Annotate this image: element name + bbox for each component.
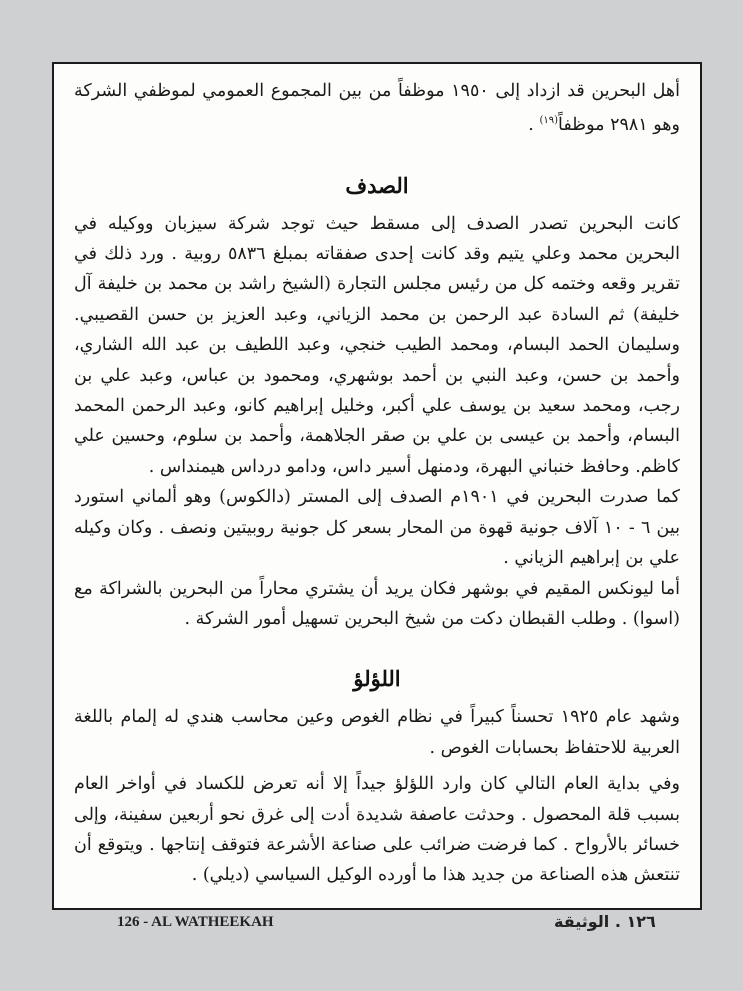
paragraph-2: كما صدرت البحرين في ١٩٠١م الصدف إلى المستر (دالكوس) وهو ألماني استورد بين ٦ - ١٠ آلاف جونية قهوة من المحار بسعر كل جونية روبيتين ونصف . وكان وكيله علي بن إبراهيم الزياني . (74, 487, 681, 569)
paragraph-5: وفي بداية العام التالي كان وارد اللؤلؤ جيداً إلا أنه تعرض للكساد في أواخر العام بسبب قلة المحصول . وحدثت عاصفة شديدة أدت إلى غرق نحو أربعين سفينة، وإلى خسائر بالأرواح . كما فرضت ضرائب على صناعة الأشرعة فتوقف إنتاجها . ويتوقع أن تنتعش هذه الصناعة من جديد هذا ما أورده الوكيل السياسي (ديلي) . (74, 774, 680, 886)
footer-page-label-arabic: ١٢٦ . الوثيقة (554, 912, 656, 931)
footnote-ref: (١٩) (539, 115, 558, 127)
paragraph-1: كانت البحرين تصدر الصدف إلى مسقط حيث توجد شركة سيزبان ووكيله في البحرين محمد وعلي يتيم وقد كانت إحدى صفقاته بمبلغ ٥٨٣٦ روبية . ورد ذلك في تقرير وقعه وختمه كل من رئيس مجلس التجارة (الشيخ راشد بن محمد بن خليفة آل خليفة) ثم السادة عبد الرحمن بن محمد الزياني، وعبد العزيز بن حسن القصيبي. وسليمان الحمد البسام، ومحمد الطيب خنجي، وعبد اللطيف بن عبد الله الشاري، وأحمد بن حسن، وعبد النبي بن أحمد بوشهري، ومحمود بن عباس، وعبد علي بن رجب، ومحمد سعيد بن يوسف علي أكبر، وخليل إبراهيم كانو، وعبد الرحمن المحمد البسام، وأحمد بن عيسى بن علي بن صقر الجلاهمة، وأحمد بن سلوم، وحسين علي كاظم. وحافظ خنباني البهرة، ودمنهل أسير داس، ودامو درداس هيمنداس . (74, 213, 680, 477)
article-body (74, 76, 680, 891)
paragraph-intro: أهل البحرين قد ازداد إلى ١٩٥٠ موظفاً من بين المجموع العمومي لموظفي الشركة وهو ٢٩٨١ موظفاً$^{(١٩)}$ . (74, 81, 680, 136)
section-heading-pearls: اللؤلؤ (353, 666, 401, 692)
paragraph-3: أما ليونكس المقيم في بوشهر فكان يريد أن يشتري محاراً من البحرين بالشراكة مع (اسوا) . وطلب القبطان دكت من شيخ البحرين تسهيل أمور الشركة . (74, 578, 680, 629)
page-frame (52, 62, 702, 910)
footer-page-label-latin: 126 - AL WATHEEKAH (117, 914, 274, 930)
section-heading-shells: الصدف (345, 172, 409, 198)
paragraph-4: وشهد عام ١٩٢٥ تحسناً كبيراً في نظام الغوص وعين محاسب هندي له إلمام باللغة العربية للاحتفاظ بحسابات الغوص . (74, 707, 680, 758)
